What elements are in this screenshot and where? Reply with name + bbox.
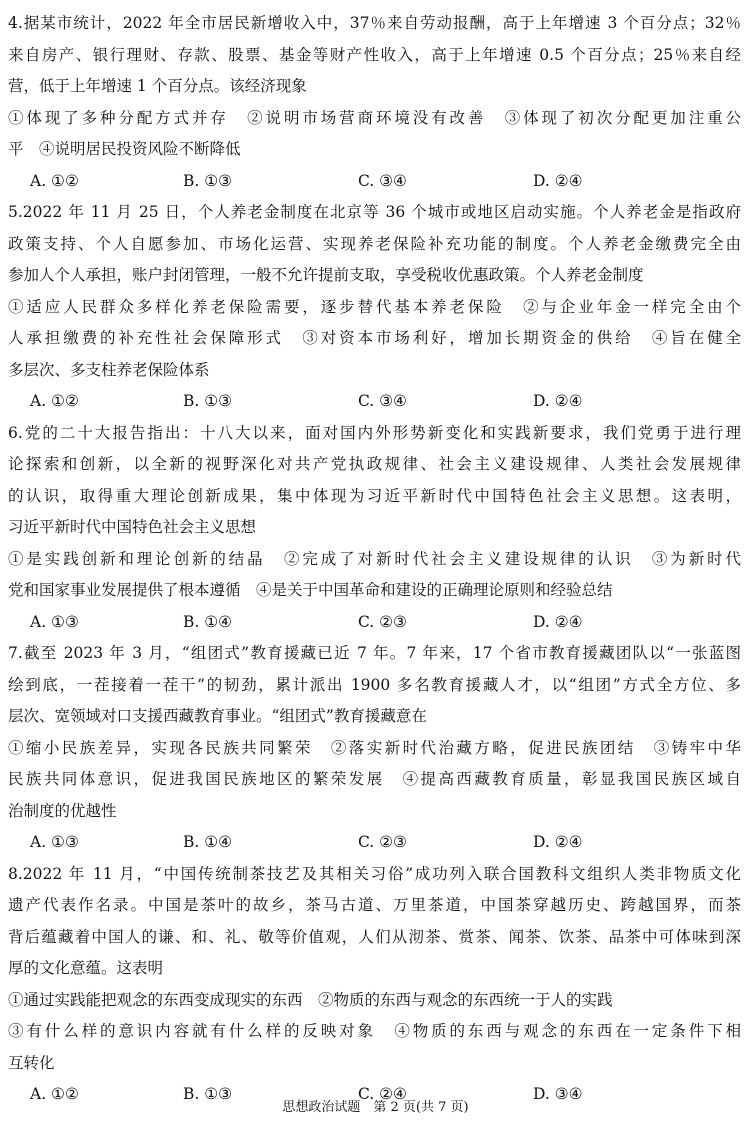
question-text-line: ①通过实践能把观念的东西变成现实的东西 ②物质的东西与观念的东西统一于人的实践: [8, 990, 613, 1009]
question-text-line: 绘到底，一茬接着一茬干”的韧劲，累计派出 1900 多名教育援藏人才，以“组团”方式全方位、多: [8, 675, 741, 694]
question-text-line: 8.2022 年 11 月，“中国传统制茶技艺及其相关习俗”成功列入联合国教科文组织人类非物质文化: [8, 864, 741, 883]
answer-option-a[interactable]: A. ①②: [30, 392, 79, 410]
question-text-line: ①是实践创新和理论创新的结晶 ②完成了对新时代社会主义建设规律的认识 ③为新时代: [8, 549, 741, 568]
question-7: [8, 638, 741, 859]
question-text-line: 人承担缴费的补充性社会保障形式 ③对资本市场利好，增加长期资金的供给 ④旨在健全: [8, 329, 741, 347]
answer-option-b[interactable]: B. ①④: [183, 833, 233, 851]
question-text-line: 遗产代表作名录。中国是茶叶的故乡，茶马古道、万里茶道，中国茶穿越历史、跨越国界，而茶: [8, 896, 741, 914]
question-6: [8, 418, 741, 639]
question-text-line: 治制度的优越性: [8, 801, 117, 820]
answer-option-a[interactable]: A. ①③: [30, 833, 79, 851]
question-text-line: 论探索和创新，以全新的视野深化对共产党执政规律、社会主义建设规律、人类社会发展规律: [8, 455, 741, 473]
question-text-line: 5.2022 年 11 月 25 日，个人养老金制度在北京等 36 个城市或地区启动实施。个人养老金是指政府: [8, 203, 741, 221]
answer-option-c[interactable]: C. ②④: [358, 1085, 407, 1103]
question-text-line: 背后蕴藏着中国人的谦、和、礼、敬等价值观，人们从沏茶、赏茶、闻茶、饮茶、品茶中可体味到深: [8, 927, 741, 946]
answer-option-a[interactable]: A. ①③: [30, 612, 79, 631]
answer-option-c[interactable]: C. ③④: [358, 392, 407, 410]
question-list: [8, 8, 741, 1111]
question-text-line: 7.截至 2023 年 3 月，“组团式”教育援藏已近 7 年。7 年来，17 个省市教育援藏团队以“一张蓝图: [8, 644, 741, 662]
question-text-line: 平 ④说明居民投资风险不断降低: [8, 140, 241, 158]
question-text-line: 民族共同体意识，促进我国民族地区的繁荣发展 ④提高西藏教育质量，彰显我国民族区域自: [8, 770, 741, 788]
answer-option-d[interactable]: D. ②④: [533, 392, 583, 410]
question-text-line: 参加人个人承担，账户封闭管理，一般不允许提前支取，享受税收优惠政策。个人养老金制度: [8, 266, 644, 284]
question-text-line: 习近平新时代中国特色社会主义思想: [8, 518, 257, 536]
answer-option-b[interactable]: B. ①④: [183, 612, 233, 631]
answer-option-d[interactable]: D. ②④: [533, 612, 583, 631]
question-text-line: 厚的文化意蕴。这表明: [8, 959, 164, 977]
question-text-line: 6.党的二十大报告指出：十八大以来，面对国内外形势新变化和实践新要求，我们党勇于进行理: [8, 423, 741, 442]
answer-option-a[interactable]: A. ①②: [30, 1085, 79, 1103]
answer-option-b[interactable]: B. ①③: [183, 1085, 233, 1103]
question-text-line: 的认识，取得重大理论创新成果，集中体现为习近平新时代中国特色社会主义思想。这表明，: [8, 486, 741, 505]
question-text-line: 互转化: [8, 1053, 55, 1072]
question-text-line: 多层次、多支柱养老保险体系: [8, 360, 210, 379]
answer-option-a[interactable]: A. ①②: [30, 171, 79, 190]
answer-option-c[interactable]: C. ②③: [358, 612, 407, 631]
answer-option-d[interactable]: D. ②④: [533, 171, 583, 190]
question-text-line: 层次、宽领域对口支援西藏教育事业。“组团式”教育援藏意在: [8, 707, 427, 725]
question-text-line: ①适应人民群众多样化养老保险需要，逐步替代基本养老保险 ②与企业年金一样完全由个: [8, 297, 741, 316]
answer-options: [8, 827, 741, 859]
question-text-line: 党和国家事业发展提供了根本遵循 ④是关于中国革命和建设的正确理论原则和经验总结: [8, 581, 613, 599]
question-8: [8, 859, 741, 1111]
question-4: [8, 8, 741, 197]
question-5: [8, 197, 741, 418]
answer-option-d[interactable]: D. ③④: [533, 1085, 583, 1103]
question-text-line: ③有什么样的意识内容就有什么样的反映对象 ④物质的东西与观念的东西在一定条件下相: [8, 1022, 741, 1040]
page-footer: 思想政治试题 第 2 页(共 7 页): [282, 1100, 469, 1115]
question-text-line: 来自房产、银行理财、存款、股票、基金等财产性收入，高于上年增速 0.5 个百分点；25％来自经: [8, 45, 741, 64]
answer-options: [8, 386, 741, 418]
question-text-line: 营，低于上年增速 1 个百分点。该经济现象: [8, 77, 307, 95]
question-text-line: 政策支持、个人自愿参加、市场化运营、实现养老保险补充功能的制度。个人养老金缴费完全由: [8, 234, 741, 253]
answer-option-c[interactable]: C. ③④: [358, 171, 407, 190]
answer-option-d[interactable]: D. ②④: [533, 833, 583, 851]
question-text-line: ①体现了多种分配方式并存 ②说明市场营商环境没有改善 ③体现了初次分配更加注重公: [8, 108, 741, 127]
answer-option-c[interactable]: C. ②③: [358, 833, 407, 851]
answer-option-b[interactable]: B. ①③: [183, 392, 233, 410]
question-text-line: ①缩小民族差异，实现各民族共同繁荣 ②落实新时代治藏方略，促进民族团结 ③铸牢中华: [8, 738, 741, 757]
answer-options: [8, 607, 741, 639]
answer-option-b[interactable]: B. ①③: [183, 171, 233, 190]
question-text-line: 4.据某市统计，2022 年全市居民新增收入中，37％来自劳动报酬，高于上年增速 3 个百分点；32％: [8, 14, 741, 32]
answer-options: [8, 166, 741, 198]
